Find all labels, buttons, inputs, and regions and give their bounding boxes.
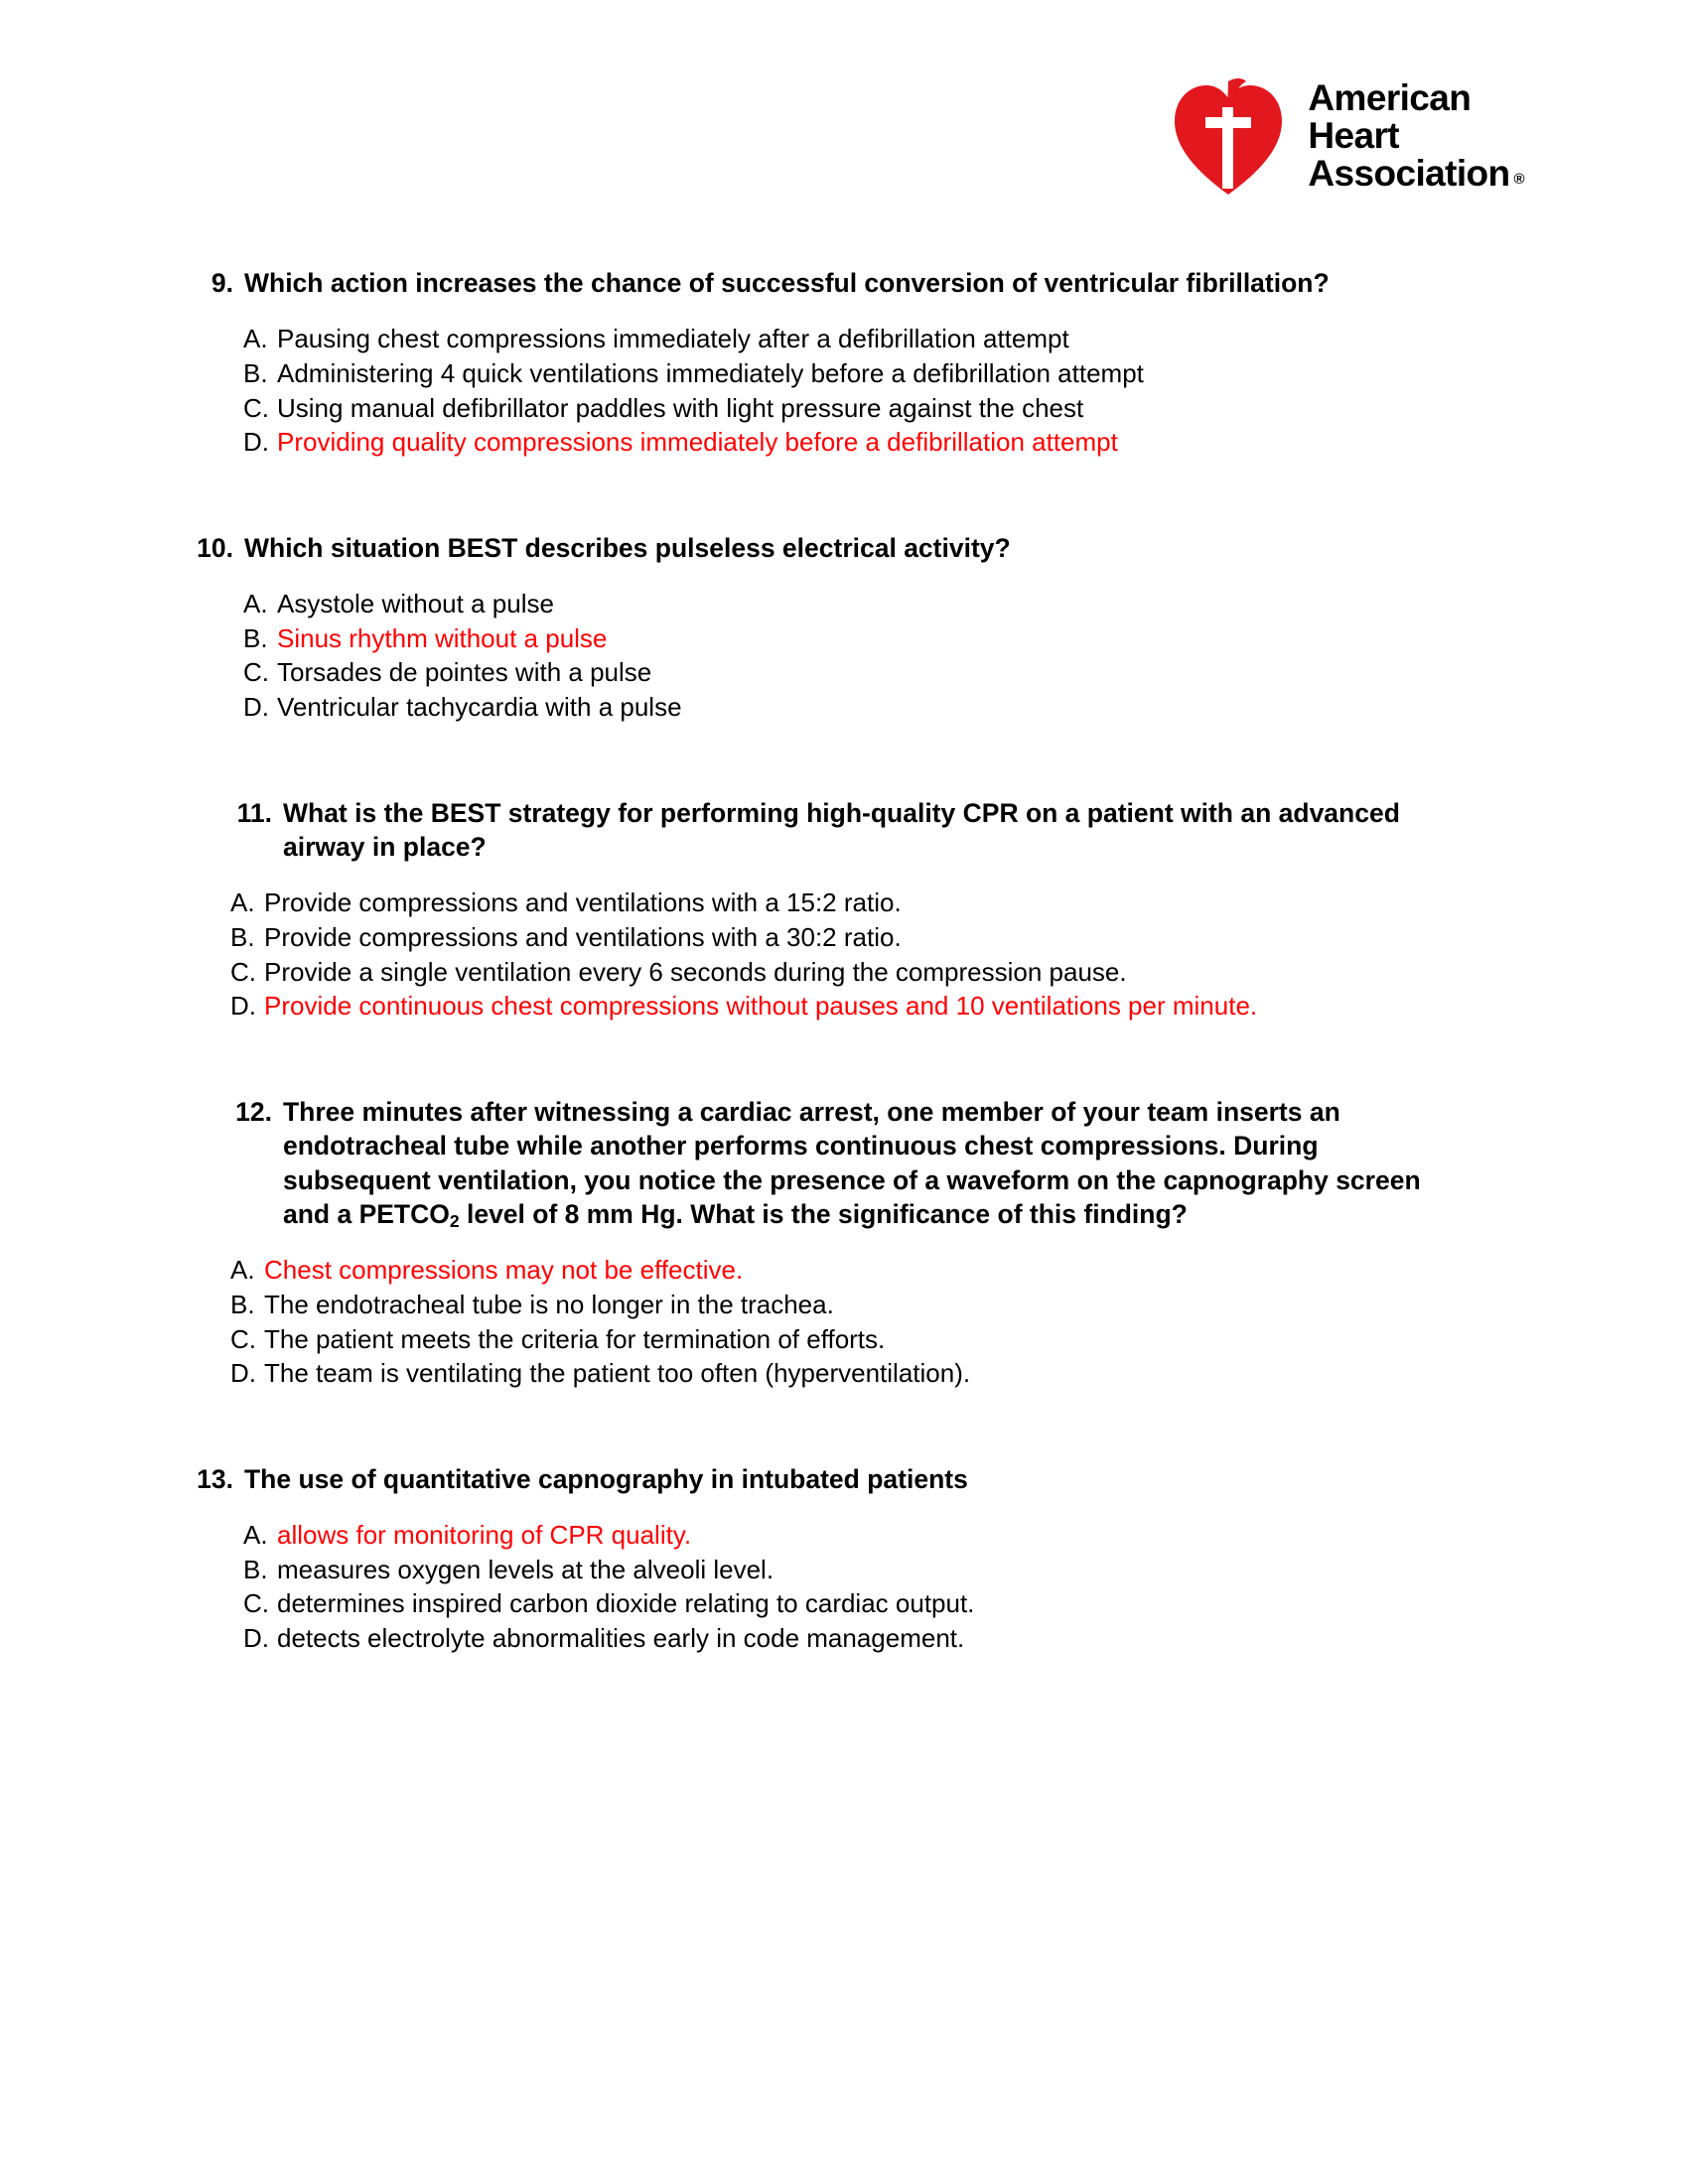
question-text-12 xyxy=(283,1095,1465,1232)
option-letter: D. xyxy=(243,691,269,722)
option-12-c[interactable] xyxy=(230,1322,1688,1357)
option-10-b[interactable] xyxy=(243,621,1688,656)
option-10-d[interactable] xyxy=(243,690,1688,725)
option-letter: C. xyxy=(243,392,269,423)
option-10-c[interactable] xyxy=(243,655,1688,690)
question-text-12-part1: Three minutes after witnessing a cardiac arrest, one member of your team inserts an endotracheal tube while another performs continuous chest compressions. During subsequent ventilation, you notice the presence of a waveform on the capnography screen and a PETCO xyxy=(283,1096,1421,1229)
option-letter: C. xyxy=(230,1323,256,1354)
option-12-b[interactable] xyxy=(230,1288,1688,1322)
options-13 xyxy=(0,1518,1688,1655)
option-letter: A. xyxy=(230,1255,255,1286)
options-12 xyxy=(0,1253,1688,1390)
question-block-13 xyxy=(0,1462,1688,1656)
option-text: Using manual defibrillator paddles with light pressure against the chest xyxy=(277,392,1084,423)
option-text: Asystole without a pulse xyxy=(277,589,554,619)
option-text: Sinus rhythm without a pulse xyxy=(277,622,608,653)
question-number-12: 12. xyxy=(235,1096,272,1127)
option-11-c[interactable] xyxy=(230,955,1688,990)
option-text: Provide compressions and ventilations with a 15:2 ratio. xyxy=(264,887,902,918)
option-11-d[interactable] xyxy=(230,989,1688,1024)
question-block-12 xyxy=(0,1095,1688,1391)
question-stem-12 xyxy=(0,1095,1688,1232)
question-text-12-part2: level of 8 mm Hg. What is the significance of this finding? xyxy=(459,1199,1188,1229)
option-text: Provide a single ventilation every 6 seconds during the compression pause. xyxy=(264,956,1127,987)
option-9-b[interactable] xyxy=(243,356,1688,391)
option-letter: C. xyxy=(243,1588,269,1619)
question-text-10: Which situation BEST describes pulseless electrical activity? xyxy=(244,532,1011,563)
question-number-10: 10. xyxy=(197,532,233,563)
option-letter: D. xyxy=(243,427,269,458)
question-number-11: 11. xyxy=(236,797,272,828)
question-block-11 xyxy=(0,796,1688,1024)
option-10-a[interactable] xyxy=(243,587,1688,621)
option-text: The endotracheal tube is no longer in the trachea. xyxy=(264,1290,834,1320)
heart-torch-icon xyxy=(1173,77,1284,195)
option-letter: D. xyxy=(230,1358,256,1389)
logo-line-association xyxy=(1308,152,1524,194)
options-10 xyxy=(0,587,1688,724)
option-text: Administering 4 quick ventilations immediately before a defibrillation attempt xyxy=(277,358,1144,389)
option-letter: C. xyxy=(243,657,269,688)
question-stem-9 xyxy=(0,266,1688,300)
option-letter: B. xyxy=(230,921,255,952)
option-letter: B. xyxy=(243,622,268,653)
option-text: Ventricular tachycardia with a pulse xyxy=(277,691,682,722)
option-11-a[interactable] xyxy=(230,886,1688,920)
question-number-13: 13. xyxy=(197,1463,233,1494)
question-stem-10 xyxy=(0,531,1688,565)
question-stem-11 xyxy=(0,796,1688,865)
option-text: The patient meets the criteria for termination of efforts. xyxy=(264,1323,886,1354)
logo-line-american: American xyxy=(1308,77,1472,119)
option-text: detects electrolyte abnormalities early in code management. xyxy=(277,1622,965,1653)
option-11-b[interactable] xyxy=(230,920,1688,955)
option-letter: A. xyxy=(230,887,255,918)
question-number-9: 9. xyxy=(211,268,233,298)
option-letter: B. xyxy=(230,1290,255,1320)
option-13-d[interactable] xyxy=(243,1621,1688,1656)
registered-trademark-icon: ® xyxy=(1513,170,1524,188)
option-text: The team is ventilating the patient too often (hyperventilation). xyxy=(264,1358,971,1389)
option-letter: D. xyxy=(243,1622,269,1653)
question-text-11: What is the BEST strategy for performing high-quality CPR on a patient with an advanced airway in place? xyxy=(283,797,1400,862)
logo-line-heart: Heart xyxy=(1308,115,1400,157)
option-9-d[interactable] xyxy=(243,425,1688,460)
aha-logo-wordmark xyxy=(1308,79,1524,192)
option-text: measures oxygen levels at the alveoli level. xyxy=(277,1554,774,1584)
question-text-9: Which action increases the chance of successful conversion of ventricular fibrillation? xyxy=(244,268,1330,298)
question-text-13: The use of quantitative capnography in intubated patients xyxy=(244,1463,968,1494)
option-9-a[interactable] xyxy=(243,322,1688,356)
option-text: Pausing chest compressions immediately after a defibrillation attempt xyxy=(277,324,1069,354)
question-block-9 xyxy=(0,266,1688,460)
option-letter: A. xyxy=(243,324,268,354)
option-13-c[interactable] xyxy=(243,1586,1688,1621)
options-9 xyxy=(0,322,1688,459)
option-letter: C. xyxy=(230,956,256,987)
option-text: Providing quality compressions immediately before a defibrillation attempt xyxy=(277,427,1118,458)
aha-logo xyxy=(1173,77,1524,195)
petco2-subscript: 2 xyxy=(449,1211,460,1232)
question-block-10 xyxy=(0,531,1688,725)
option-letter: B. xyxy=(243,358,268,389)
options-11 xyxy=(0,886,1688,1023)
option-letter: B. xyxy=(243,1554,268,1584)
option-letter: D. xyxy=(230,991,256,1022)
option-9-c[interactable] xyxy=(243,391,1688,426)
question-list xyxy=(0,266,1688,1656)
option-12-d[interactable] xyxy=(230,1356,1688,1391)
question-stem-13 xyxy=(0,1462,1688,1496)
option-text: determines inspired carbon dioxide relating to cardiac output. xyxy=(277,1588,975,1619)
logo-association-text: Association xyxy=(1308,152,1510,194)
option-12-a[interactable] xyxy=(230,1253,1688,1288)
option-text: allows for monitoring of CPR quality. xyxy=(277,1520,692,1551)
option-letter: A. xyxy=(243,589,268,619)
option-13-b[interactable] xyxy=(243,1553,1688,1587)
option-13-a[interactable] xyxy=(243,1518,1688,1553)
option-text: Chest compressions may not be effective. xyxy=(264,1255,744,1286)
option-text: Provide continuous chest compressions without pauses and 10 ventilations per minute. xyxy=(264,991,1258,1022)
option-text: Provide compressions and ventilations with a 30:2 ratio. xyxy=(264,921,902,952)
option-text: Torsades de pointes with a pulse xyxy=(277,657,652,688)
option-letter: A. xyxy=(243,1520,268,1551)
